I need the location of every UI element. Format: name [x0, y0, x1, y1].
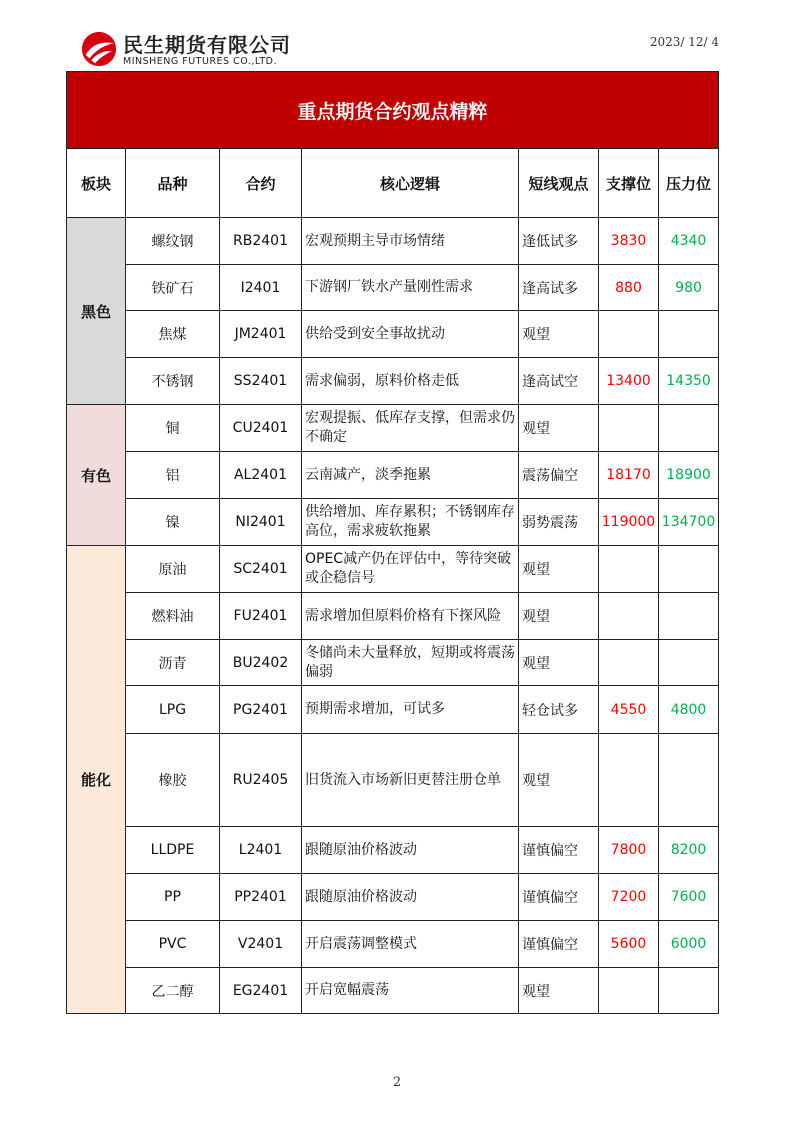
- view-cell: 观望: [519, 311, 599, 358]
- col-header-resistance: 压力位: [659, 149, 719, 218]
- table-row: [67, 686, 719, 734]
- resistance-cell: 4340: [659, 218, 719, 265]
- col-header-view: 短线观点: [519, 149, 599, 218]
- logic-cell: 宏观预期主导市场情绪: [302, 218, 519, 265]
- product-cell: 原油: [126, 546, 220, 593]
- resistance-cell: 14350: [659, 358, 719, 405]
- logic-cell: 供给增加、库存累积；不锈钢库存高位，需求疲软拖累: [302, 499, 519, 546]
- contract-cell: JM2401: [220, 311, 302, 358]
- logic-cell: 供给受到安全事故扰动: [302, 311, 519, 358]
- product-cell: LLDPE: [126, 827, 220, 874]
- view-cell: 谨慎偏空: [519, 874, 599, 921]
- view-cell: 逢高试多: [519, 265, 599, 311]
- logic-cell: 跟随原油价格波动: [302, 827, 519, 874]
- company-logo: [80, 27, 320, 71]
- support-cell: 7200: [599, 874, 659, 921]
- contract-cell: RU2405: [220, 734, 302, 827]
- col-header-contract: 合约: [220, 149, 302, 218]
- logic-cell: 宏观提振、低库存支撑，但需求仍不确定: [302, 405, 519, 452]
- logic-cell: 预期需求增加，可试多: [302, 686, 519, 734]
- product-cell: 铜: [126, 405, 220, 452]
- product-cell: 焦煤: [126, 311, 220, 358]
- resistance-cell: 18900: [659, 452, 719, 499]
- table-row: [67, 640, 719, 686]
- contract-cell: SC2401: [220, 546, 302, 593]
- logic-cell: 跟随原油价格波动: [302, 874, 519, 921]
- product-cell: 燃料油: [126, 593, 220, 640]
- resistance-cell: 980: [659, 265, 719, 311]
- resistance-cell: [659, 968, 719, 1014]
- table-row: [67, 358, 719, 405]
- contract-cell: RB2401: [220, 218, 302, 265]
- product-cell: 铝: [126, 452, 220, 499]
- col-header-sector: 板块: [67, 149, 126, 218]
- contract-cell: EG2401: [220, 968, 302, 1014]
- support-cell: 7800: [599, 827, 659, 874]
- resistance-cell: [659, 546, 719, 593]
- col-header-product: 品种: [126, 149, 220, 218]
- table-row: [67, 265, 719, 311]
- support-cell: [599, 546, 659, 593]
- minsheng-logo-icon: [80, 30, 118, 68]
- contract-cell: PP2401: [220, 874, 302, 921]
- view-cell: 弱势震荡: [519, 499, 599, 546]
- support-cell: [599, 405, 659, 452]
- table-header-row: [67, 149, 719, 218]
- resistance-cell: [659, 734, 719, 827]
- logic-cell: 冬储尚未大量释放，短期或将震荡偏弱: [302, 640, 519, 686]
- page-number: 2: [392, 1075, 402, 1090]
- futures-view-table: [66, 71, 719, 1014]
- table-row: [67, 593, 719, 640]
- col-header-logic: 核心逻辑: [302, 149, 519, 218]
- view-cell: 轻仓试多: [519, 686, 599, 734]
- product-cell: 铁矿石: [126, 265, 220, 311]
- table-row: [67, 218, 719, 265]
- product-cell: 沥青: [126, 640, 220, 686]
- view-cell: 观望: [519, 593, 599, 640]
- resistance-cell: [659, 640, 719, 686]
- product-cell: 橡胶: [126, 734, 220, 827]
- product-cell: 镍: [126, 499, 220, 546]
- view-cell: 观望: [519, 405, 599, 452]
- logic-cell: 需求偏弱，原料价格走低: [302, 358, 519, 405]
- support-cell: 4550: [599, 686, 659, 734]
- contract-cell: FU2401: [220, 593, 302, 640]
- table-title: 重点期货合约观点精粹: [67, 72, 719, 149]
- resistance-cell: 6000: [659, 921, 719, 968]
- support-cell: [599, 734, 659, 827]
- contract-cell: SS2401: [220, 358, 302, 405]
- company-name-en: MINSHENG FUTURES CO.,LTD.: [123, 56, 277, 67]
- logic-cell: 开启震荡调整模式: [302, 921, 519, 968]
- support-cell: [599, 593, 659, 640]
- support-cell: 3830: [599, 218, 659, 265]
- resistance-cell: [659, 405, 719, 452]
- view-cell: 观望: [519, 968, 599, 1014]
- resistance-cell: [659, 311, 719, 358]
- logic-cell: 旧货流入市场新旧更替注册仓单: [302, 734, 519, 827]
- contract-cell: V2401: [220, 921, 302, 968]
- resistance-cell: 4800: [659, 686, 719, 734]
- view-cell: 逢高试空: [519, 358, 599, 405]
- view-cell: 震荡偏空: [519, 452, 599, 499]
- logic-cell: 需求增加但原料价格有下探风险: [302, 593, 519, 640]
- support-cell: [599, 311, 659, 358]
- sector-cell: 能化: [67, 546, 126, 1014]
- support-cell: 13400: [599, 358, 659, 405]
- contract-cell: BU2402: [220, 640, 302, 686]
- table-row: [67, 405, 719, 452]
- view-cell: 观望: [519, 546, 599, 593]
- support-cell: [599, 968, 659, 1014]
- contract-cell: PG2401: [220, 686, 302, 734]
- resistance-cell: [659, 593, 719, 640]
- report-date: 2023/ 12/ 4: [649, 35, 719, 49]
- resistance-cell: 8200: [659, 827, 719, 874]
- table-row: [67, 827, 719, 874]
- contract-cell: NI2401: [220, 499, 302, 546]
- product-cell: PVC: [126, 921, 220, 968]
- table-row: [67, 921, 719, 968]
- contract-cell: AL2401: [220, 452, 302, 499]
- support-cell: [599, 640, 659, 686]
- product-cell: 不锈钢: [126, 358, 220, 405]
- logic-cell: 开启宽幅震荡: [302, 968, 519, 1014]
- view-cell: 观望: [519, 640, 599, 686]
- view-cell: 观望: [519, 734, 599, 827]
- table-row: [67, 734, 719, 827]
- support-cell: 880: [599, 265, 659, 311]
- col-header-support: 支撑位: [599, 149, 659, 218]
- view-cell: 谨慎偏空: [519, 921, 599, 968]
- table-row: [67, 968, 719, 1014]
- product-cell: 乙二醇: [126, 968, 220, 1014]
- product-cell: PP: [126, 874, 220, 921]
- support-cell: 18170: [599, 452, 659, 499]
- table-row: [67, 874, 719, 921]
- resistance-cell: 134700: [659, 499, 719, 546]
- company-name-cn: 民生期货有限公司: [123, 33, 291, 57]
- support-cell: 5600: [599, 921, 659, 968]
- contract-cell: L2401: [220, 827, 302, 874]
- sector-cell: 有色: [67, 405, 126, 546]
- contract-cell: I2401: [220, 265, 302, 311]
- product-cell: 螺纹钢: [126, 218, 220, 265]
- logic-cell: OPEC减产仍在评估中，等待突破或企稳信号: [302, 546, 519, 593]
- support-cell: 119000: [599, 499, 659, 546]
- product-cell: LPG: [126, 686, 220, 734]
- contract-cell: CU2401: [220, 405, 302, 452]
- logic-cell: 云南减产，淡季拖累: [302, 452, 519, 499]
- view-cell: 逢低试多: [519, 218, 599, 265]
- resistance-cell: 7600: [659, 874, 719, 921]
- sector-cell: 黑色: [67, 218, 126, 405]
- table-row: [67, 311, 719, 358]
- table-row: [67, 452, 719, 499]
- table-row: [67, 499, 719, 546]
- logic-cell: 下游钢厂铁水产量刚性需求: [302, 265, 519, 311]
- table-row: [67, 546, 719, 593]
- view-cell: 谨慎偏空: [519, 827, 599, 874]
